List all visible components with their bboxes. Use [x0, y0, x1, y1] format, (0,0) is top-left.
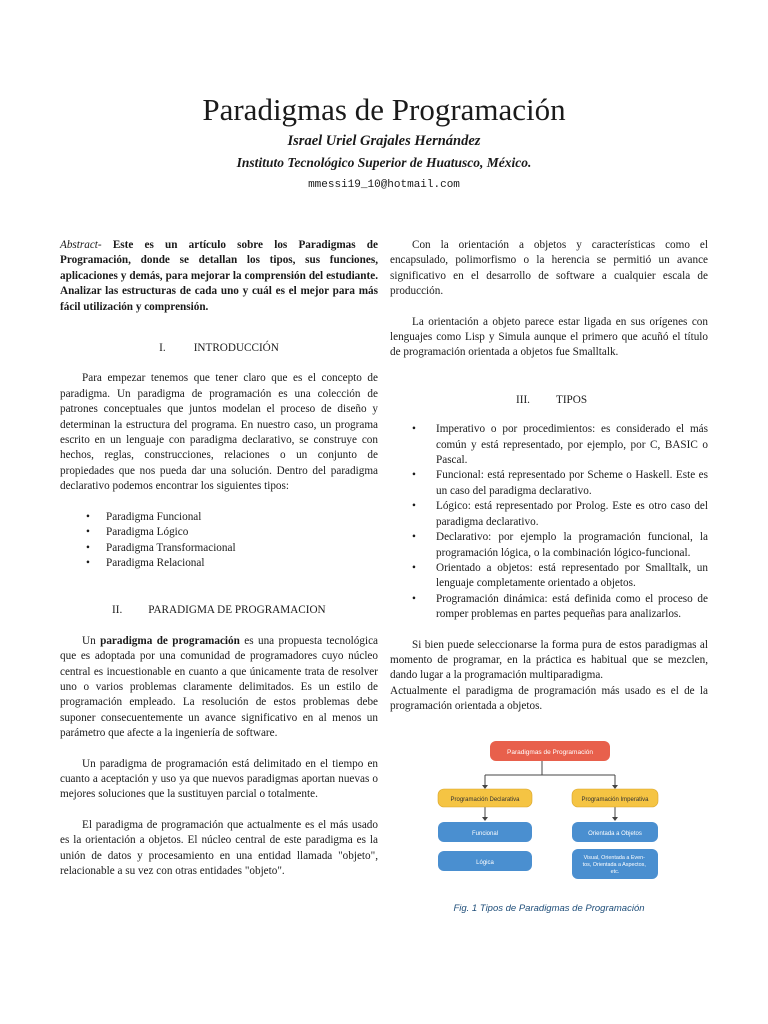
abstract — [60, 238, 378, 315]
types-list — [390, 422, 708, 622]
oo-paragraph-2: La orientación a objeto parece estar ligada en sus orígenes con lenguajes como Lisp y Simula aunque el primero que acuñó el título de programación orientada a objetos fue Smalltalk. — [390, 315, 708, 359]
list-item: • Paradigma Funcional — [60, 510, 378, 525]
list-item: • Paradigma Relacional — [60, 556, 378, 571]
declarative-node-label: Programación Declarativa — [450, 796, 520, 803]
paradigm-diagram — [390, 735, 708, 895]
section2-paragraph-1: Un paradigma de programación es una propuesta tecnológica que es adoptada por una comunidad de programadores cuyo núcleo central es incuestionable en cuanto a que únicamente trata de resolver uno o varios problemas claramente delimitados. Es un estilo de programación empleado. La resolución de estos problemas debe suponer consecuentemente un avance significativo en al menos un parámetro que afecte a la ingeniería de software. — [60, 634, 378, 740]
right-column — [390, 238, 708, 916]
list-item: • Programación dinámica: está definida como el proceso de romper problemas en partes pequeñas para analizarlos. — [412, 592, 708, 621]
section-number: II. — [112, 604, 123, 617]
list-item: • Declarativo: por ejemplo la programación funcional, la programación lógica, o la combinación lógico-funcional. — [412, 531, 708, 559]
imperative-node-label: Programación Imperativa — [581, 796, 649, 803]
bullet-icon: • — [86, 541, 90, 554]
section-number: I. — [159, 342, 166, 355]
abstract-text: Este es un artículo sobre los Paradigmas de Programación, donde se detallan los tipos, sus funciones, aplicaciones y demás, para mejorar la comprensión del estudiante. Analizar las estructuras de cada uno y cuál es el mejor para más fácil utilización y comprensión. — [60, 239, 378, 313]
oo-node-label: Orientada a Objetos — [588, 830, 642, 837]
section-title: PARADIGMA DE PROGRAMACION — [148, 604, 326, 617]
author-name: Israel Uriel Grajales Hernández — [287, 133, 481, 149]
bullet-icon: • — [412, 500, 416, 513]
section-heading-2 — [60, 603, 378, 618]
list-item: • Imperativo o por procedimientos: es considerado el más común y está representado, por ejemplo, por C, BASIC o Pascal. — [412, 423, 708, 467]
author-email: mmessi19_10@hotmail.com — [308, 179, 460, 191]
bullet-icon: • — [412, 592, 416, 605]
bullet-icon: • — [86, 526, 90, 539]
oo-paragraph-1: Con la orientación a objetos y características como el encapsulado, polimorfismo o la herencia se permitió un avance significativo en el desarrollo de software a cualquier escala de producción. — [390, 239, 708, 298]
bullet-icon: • — [412, 561, 416, 574]
bullet-icon: • — [86, 510, 90, 523]
paper-title: Paradigmas de Programación — [202, 92, 566, 127]
current-paradigm-paragraph: Actualmente el paradigma de programación más usado es el de la programación orientada a objetos. — [390, 684, 708, 713]
section-heading-1 — [60, 341, 378, 356]
list-item: • Paradigma Transformacional — [60, 541, 378, 556]
figure-caption: Fig. 1 Tipos de Paradigmas de Programación — [453, 902, 645, 914]
visual-node-line: etc. — [610, 868, 620, 875]
root-node-label: Paradigmas de Programación — [507, 748, 593, 756]
bullet-icon: • — [412, 531, 416, 544]
section-number: III. — [516, 393, 530, 406]
list-item: • Paradigma Lógico — [60, 525, 378, 540]
paradigm-list — [60, 510, 378, 572]
list-item: • Lógico: está representado por Prolog. Este es otro caso del paradigma declarativo. — [412, 500, 708, 528]
bullet-icon: • — [412, 469, 416, 482]
intro-paragraph: Para empezar tenemos que tener claro que es el concepto de paradigma. Un paradigma de programación es una colección de patrones conceptuales que juntos modelan el proceso de diseño y determinan la estructura del programa. En nuestro caso, un programa escrito en un lenguaje con paradigma declarativo, se construye con hechos, reglas, construcciones, relaciones o un conjunto de propiedades que nos pueda dar una solución. Dentro del paradigma declarativo podemos encontrar los siguientes tipos: — [60, 372, 378, 493]
left-column — [60, 238, 378, 879]
visual-node-line: tos, Orientada a Aspectos, — [582, 861, 646, 868]
bullet-icon: • — [86, 556, 90, 569]
section-title: INTRODUCCIÓN — [193, 342, 279, 355]
functional-node-label: Funcional — [471, 830, 499, 837]
bullet-icon: • — [412, 423, 416, 436]
list-item: • Orientado a objetos: está representado por Smalltalk, un lenguaje completamente orientado a objetos. — [412, 561, 708, 590]
institution: Instituto Tecnológico Superior de Huatusco, México. — [236, 155, 532, 170]
list-item: • Funcional: está representado por Scheme o Haskell. Este es un caso del paradigma declarativo. — [412, 469, 708, 497]
abstract-label: Abstract- — [60, 239, 102, 251]
multiparadigm-paragraph: Si bien puede seleccionarse la forma pura de estos paradigmas al momento de programar, en la práctica es habitual que se mezclen, dando lugar a la programación multiparadigma. — [390, 638, 708, 682]
logic-node-label: Lógica — [476, 859, 494, 866]
bold-term: paradigma de programación — [100, 634, 240, 647]
section2-paragraph-3: El paradigma de programación que actualmente es el más usado es la orientación a objetos. El núcleo central de este paradigma es la unión de datos y procesamiento en una entidad llamada "objeto", relacionable a su vez con otras entidades "objeto". — [60, 818, 378, 877]
section-heading-3 — [390, 393, 708, 408]
section2-paragraph-2: Un paradigma de programación está delimitado en el tiempo en cuanto a aceptación y uso ya que nuevos paradigmas aportan nuevas o mejores soluciones que la sustituyen parcial o totalmente. — [60, 757, 378, 801]
visual-node-line: Visual, Orientada a Even- — [583, 854, 645, 861]
section-title: TIPOS — [555, 393, 588, 406]
